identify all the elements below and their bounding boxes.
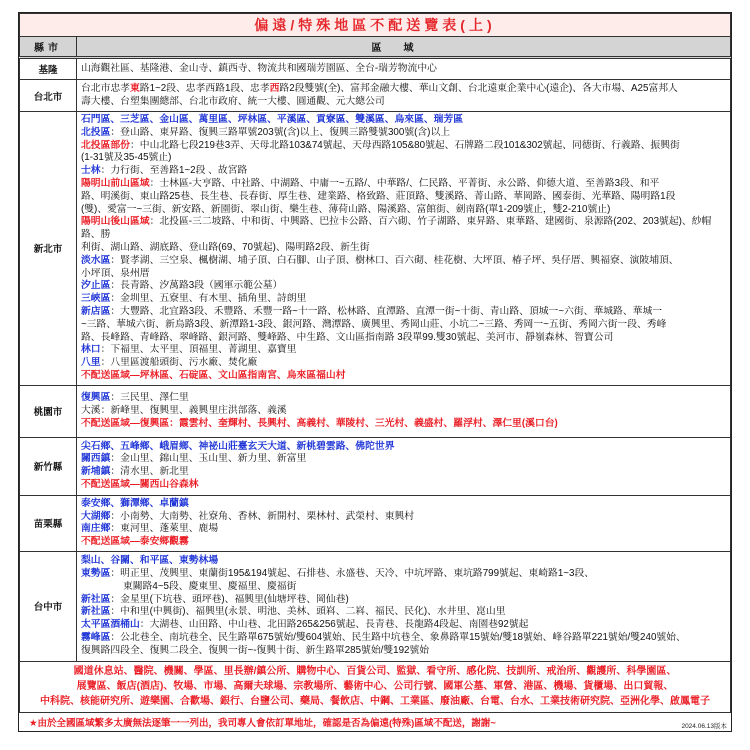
area-line: [81, 441, 726, 454]
area-line: [81, 332, 726, 345]
area-cell: [77, 437, 731, 495]
district-label: 太平區酒桶山: [81, 619, 140, 631]
area-line: [81, 293, 726, 306]
area-text: ：力行街、至善路1~2段 、故宮路: [100, 165, 248, 177]
area-line: [81, 370, 726, 383]
excluded-facility-list: [20, 661, 731, 712]
no-delivery-text: 北投區部份: [81, 139, 130, 151]
district-label: 汐止區: [81, 280, 111, 292]
area-text: 路、明溪街、東山路25巷、長生巷、長春街、厚生巷、建業路、格致路、莊頂路、雙溪路、菁山路、華岡路、國泰街、光華路、陽明路1段: [81, 190, 676, 202]
area-line: [81, 114, 726, 127]
county-name: 新北市: [20, 112, 77, 386]
area-cell: [77, 495, 731, 551]
area-text: ：賢孝湖、三空泉、楓樹湖、埔子頂、白石腳、山子頂、樹林口、百六砌、桂花樹、大坪頂、椿子坪、吳仔厝、興福寮、演陂埔頂、: [110, 254, 679, 266]
no-delivery-text: 陽明山前山區域: [81, 177, 150, 189]
table-head: [20, 14, 731, 58]
area-text: ：清水里、新北里: [110, 466, 189, 478]
area-cell: [77, 385, 731, 437]
area-text: ：金圳里、五寮里、有木里、插角里、詩朗里: [110, 293, 307, 305]
region-row: [20, 437, 731, 495]
title-row: [20, 14, 731, 37]
region-row: [20, 495, 731, 551]
area-text: ：長青路、汐萬路3段（國軍示範公墓）: [110, 280, 283, 292]
area-line: [81, 466, 726, 479]
area-line: [81, 536, 726, 549]
no-delivery-text: 不配送區域—關西山谷森林: [81, 479, 199, 491]
page-title: 偏遠/特殊地區不配送覽表(上): [20, 14, 731, 37]
area-text: ：八里區渡船頭街、污水廠、焚化廠: [100, 357, 258, 369]
area-text: ：明正里、茂興里、東蘭街195&194號起、石排巷、永盛巷、天冷、中坑坪路、東坑路799號起、東崎路1~3段、: [110, 568, 595, 580]
area-text: ：大豐路、北宜路3段、禾豐路、禾豐一路~十一路、松林路、直潭路、直潭一街~十街、青山路、頂城一~六街、華城路、華城一: [110, 305, 663, 317]
area-line: [81, 581, 726, 594]
table-foot: [20, 661, 731, 712]
area-line: [81, 392, 726, 405]
area-line: [81, 453, 726, 466]
county-name: 新竹縣: [20, 437, 77, 495]
area-line: [81, 632, 726, 645]
area-line: [81, 306, 726, 319]
area-text: ：小南勢、大南勢、社寮角、香林、新開村、栗林村、武榮村、東興村: [110, 510, 415, 522]
county-name: 苗栗縣: [20, 495, 77, 551]
area-line: [81, 568, 726, 581]
district-label: 淡水區: [81, 254, 111, 266]
area-text: ：金星里(下坑巷、頭坪巷)、福興里(仙塘坪巷、岡仙巷): [110, 593, 349, 605]
district-label: 關西鎮: [81, 453, 111, 465]
district-label: 泰安鄉、獅潭鄉、卓蘭鎮: [81, 497, 189, 509]
district-label: 復興區: [81, 392, 111, 404]
area-line: [81, 555, 726, 568]
area-text: 路、長峰路、青峰路、翠峰路、銀河路、雙峰路、中生路、文山區指南路 3段單99.雙30號起、美河市、靜嶺森林、智寶公司: [81, 331, 614, 343]
area-line: [81, 498, 726, 511]
county-name: 台北市: [20, 80, 77, 112]
area-text: ：中和里(中興街)、福興里(永景、明池、美林、頭嵙、二嵙、福民、民化)、水井里、崑山里: [110, 606, 506, 618]
district-label: 大湖鄉: [81, 510, 111, 522]
area-text: 復興路四段全、復興二段全、復興一街~-復興十街、新生路單285號始/雙192號始: [81, 644, 430, 656]
no-delivery-text: 不配送區域—泰安鄉觀霧: [81, 536, 189, 548]
area-line: [81, 405, 726, 418]
footer-line: 中科院、核能研究所、遊樂園、合歡場、銀行、台鹽公司、藥局、餐飲店、中鋼、工業區、廢油廠、台電、台水、工業技術研究院、亞洲化學、啟鳳電子: [40, 696, 710, 708]
area-line: [81, 606, 726, 619]
area-line: [81, 242, 726, 255]
area-text: 山海觀社區、基隆港、金山寺、鎮西寺、物流共和國瑞芳園區、全台-瑞芳物流中心: [81, 62, 437, 74]
area-cell: [77, 80, 731, 112]
area-line: [81, 152, 726, 165]
area-text: (1-31號及35-45號止): [81, 152, 172, 164]
area-text: ：大湖巷、山田路、中山巷、北田路265&256號起、長青巷、長龍路4段起、南園巷92號起: [139, 619, 529, 631]
area-text: ~三路、華城六街、新烏路3段、新潭路1-3段、銀河路、灣潭路、廣興里、秀岡山莊、小坑二~三路、秀岡一~五街、秀岡六街一段、秀峰: [81, 318, 667, 330]
no-delivery-text: 東: [129, 82, 140, 94]
area-line: [81, 511, 726, 524]
exclusion-table: [19, 13, 731, 713]
area-line: [81, 619, 726, 632]
area-text: ：公北巷全、南坑巷全、民生路單675號始/雙604號始、民生路中坑巷全、象鼻路單15號始/雙18號始、峰谷路單221號始/雙240號始、: [110, 632, 686, 644]
delivery-exclusion-sheet: [18, 12, 732, 732]
area-line: [81, 178, 726, 191]
area-column-header: 區域: [77, 37, 731, 58]
area-line: [81, 83, 726, 96]
area-text: ：東河里、蓬萊里、鹿場: [110, 523, 219, 535]
area-text: ：金山里、錦山里、玉山里、新力里、新富里: [110, 453, 307, 465]
district-label: 新社區: [81, 606, 111, 618]
area-text: ：三民里、澤仁里: [110, 392, 189, 404]
area-line: [81, 165, 726, 178]
area-text: 路1~2段、忠孝西路1段、忠孝: [139, 82, 270, 94]
region-row: [20, 58, 731, 80]
district-label: 霧峰區: [81, 632, 111, 644]
area-text: 大溪：新峰里、復興里、義興里庄洪部落、義溪: [81, 404, 287, 416]
district-label: 新埔鎮: [81, 466, 111, 478]
district-label: 新社區: [81, 593, 111, 605]
area-line: [81, 216, 726, 242]
area-line: [81, 357, 726, 370]
area-cell: [77, 58, 731, 80]
no-delivery-text: 不配送區域—坪林區、石碇區、文山區指南宮、烏來區福山村: [81, 369, 346, 381]
area-line: [81, 255, 726, 268]
area-text: ：下福里、太平里、頂福里、菁湖里、嘉寶里: [100, 344, 297, 356]
area-text: ：北投區-三二坡路、中和街、中興路、巴拉卡公路、百六砌、竹子湖路、東昇路、東華路、建國街、泉源路(202、203號起)、紗帽路、勝: [81, 216, 712, 241]
county-name: 桃園市: [20, 385, 77, 437]
area-line: [81, 479, 726, 492]
area-line: [81, 63, 726, 76]
district-label: 士林: [81, 165, 101, 177]
area-line: [81, 280, 726, 293]
no-delivery-text: 陽明山後山區域: [81, 216, 150, 228]
region-row: [20, 385, 731, 437]
area-text: 台北市忠孝: [81, 82, 130, 94]
region-row: [20, 80, 731, 112]
area-text: (雙)、愛富一~三街、新安路、新園街、翠山街、樂生巷、薄荷山路、陽溪路、富館街、劍南路(單1-209號止，雙2-210號止): [81, 203, 611, 215]
area-text: 小坪頂、泉州厝: [81, 267, 150, 279]
no-delivery-text: 不配送區域—復興區：霞雲村、奎輝村、長興村、高義村、華陵村、三光村、義盛村、羅浮村、澤仁里(溪口台): [81, 417, 558, 429]
area-text: ：中山北路七段219巷3弄、天母北路103&74號起、天母西路105&80號起、石牌路二段101&302號起、同德街、行義路、振興街: [129, 139, 680, 151]
note-area: [19, 713, 731, 731]
area-text: ：士林區-大亨路、中社路、中湖路、中庸一~五路/、中華路/、仁民路、平菁街、永公路、仰德大道、至善路3段、和平: [149, 177, 660, 189]
area-line: [81, 319, 726, 332]
region-rows: [20, 58, 731, 662]
district-label: 南庄鄉: [81, 523, 111, 535]
district-label: 林口: [81, 344, 101, 356]
district-label: 新店區: [81, 305, 111, 317]
district-label: 尖石鄉、五峰鄉、峨眉鄉、神祕山莊臺玄天大道、新桃碧雲路、佛陀世界: [81, 440, 395, 452]
area-text: ：登山路、東昇路、復興三路單號203號(含)以上、復興三路雙號300號(含)以上: [110, 126, 451, 138]
area-text: 壽大樓、台塑集團總部、台北市政府、統一大樓、圓通觀、元大總公司: [81, 95, 385, 107]
area-line: [81, 140, 726, 153]
area-line: [81, 268, 726, 281]
region-row: [20, 551, 731, 661]
footer-line: 國道休息站、醫院、機關、學區、里長辦/鎮公所、購物中心、百貨公司、監獄、看守所、感化院、技訓所、戒治所、觀護所、科學園區、: [73, 666, 677, 678]
disclaimer-note: ★由於全國區域繁多太廣無法逐筆一一列出，我司專人會依訂單地址，確認是否為偏遠(特殊)區域不配送，謝謝~: [29, 717, 496, 729]
area-line: [81, 594, 726, 607]
region-row: [20, 112, 731, 386]
area-line: [81, 127, 726, 140]
county-name: 台中市: [20, 551, 77, 661]
area-text: 東關路4~5段、慶東里、慶福里、慶福街: [123, 580, 297, 592]
area-line: [81, 96, 726, 109]
area-text: 路2段雙號(全)、富邦金融大樓、華山文創、台北遠東企業中心(遠企)、各大市場、A25富邦人: [279, 82, 678, 94]
area-text: 利街、湖山路、湖底路、登山路(69、70號起)、陽明路2段、新生街: [81, 241, 370, 253]
district-label: 石門區、三芝區、金山區、萬里區、坪林區、平溪區、貢寮區、雙溪區、烏來區、瑞芳區: [81, 114, 464, 125]
district-label: 梨山、谷關、和平區、東勢林場: [81, 555, 219, 567]
footer-line: 展覽區、飯店(酒店)、牧場、市場、高爾夫球場、宗教場所、藝術中心、公司行號、國軍公墓、軍營、港區、機場、貨櫃場、出口貿報、: [76, 681, 674, 693]
county-column-header: 縣市: [20, 37, 77, 58]
district-label: 八里: [81, 357, 101, 369]
area-cell: [77, 112, 731, 386]
no-delivery-text: 西: [269, 82, 280, 94]
area-line: [81, 418, 726, 431]
area-line: [81, 191, 726, 204]
version-label: 2024.06.13版本: [681, 722, 727, 730]
header-row: [20, 37, 731, 58]
area-line: [81, 204, 726, 217]
area-line: [81, 645, 726, 658]
district-label: 北投區: [81, 126, 111, 138]
district-label: 東勢區: [81, 568, 111, 580]
district-label: 三峽區: [81, 293, 111, 305]
footer-row: [20, 661, 731, 712]
county-name: 基隆: [20, 58, 77, 80]
area-line: [81, 344, 726, 357]
area-line: [81, 523, 726, 536]
area-cell: [77, 551, 731, 661]
